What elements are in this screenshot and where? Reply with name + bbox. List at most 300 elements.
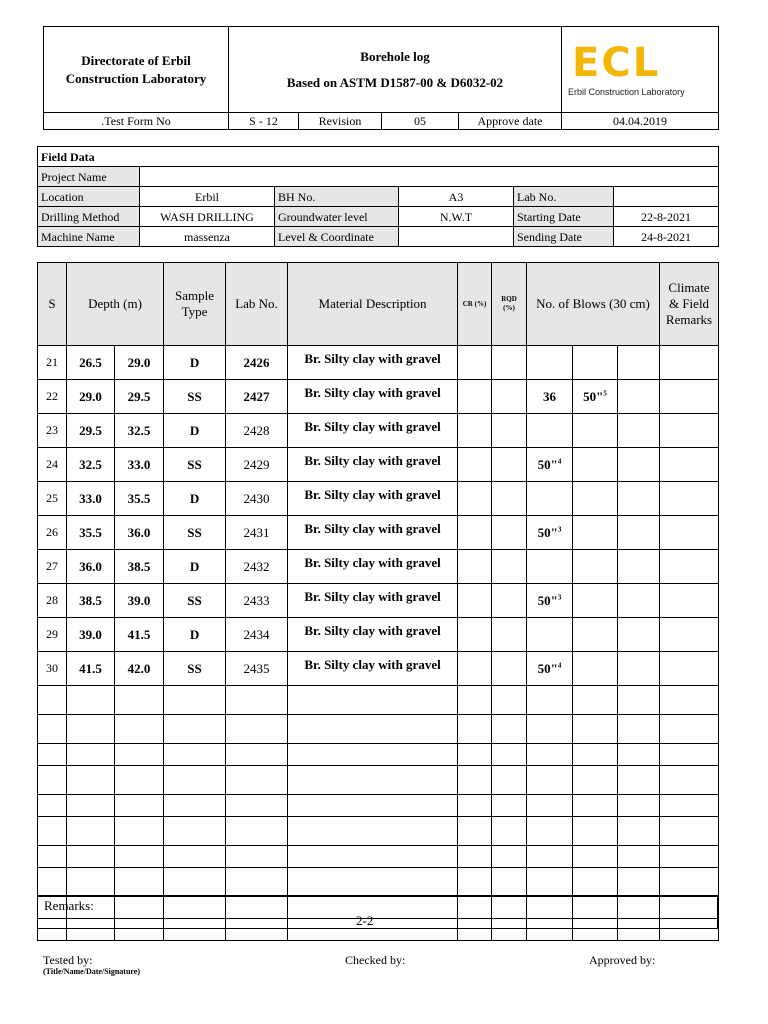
lab-no: 2431 [226,516,288,550]
form-header [43,26,719,130]
depth-to: 36.0 [115,516,164,550]
empty-cell [527,868,573,897]
logo-cell [562,27,719,113]
blows-b2 [573,380,618,414]
empty-cell [38,744,67,766]
blows-b3 [618,516,660,550]
empty-cell [458,686,492,715]
empty-cell [527,817,573,846]
lab-no: 2434 [226,618,288,652]
blows-value: 50" [583,388,604,404]
blows-b2 [573,482,618,516]
empty-cell [618,715,660,744]
empty-cell [226,744,288,766]
field-remark [660,414,719,448]
lab-no: 2428 [226,414,288,448]
blows-sup: 3 [557,593,562,602]
empty-row [38,846,719,868]
empty-cell [288,766,458,795]
blows-b2 [573,618,618,652]
field-remark [660,346,719,380]
blows-b1 [527,652,573,686]
empty-cell [38,766,67,795]
empty-cell [115,846,164,868]
blows-sup: 3 [557,525,562,534]
blows-b3 [618,652,660,686]
drilling-method-label: Drilling Method [38,207,140,227]
approve-date-label: Approve date [459,113,562,130]
empty-cell [288,846,458,868]
empty-cell [573,686,618,715]
org-line-2: Construction Laboratory [65,70,207,86]
col-blows-header: No. of Blows (30 cm) [527,263,660,346]
table-row [38,482,719,516]
sample-type: SS [164,448,226,482]
material-description: Br. Silty clay with gravel [288,414,458,448]
empty-cell [458,715,492,744]
lab-no: 2430 [226,482,288,516]
empty-cell [67,686,115,715]
blows-b1 [527,618,573,652]
depth-from: 38.5 [67,584,115,618]
field-remark [660,516,719,550]
blows-b2 [573,448,618,482]
empty-cell [527,795,573,817]
depth-to: 29.5 [115,380,164,414]
col-rqd-header: RQD (%) [492,263,527,346]
empty-row [38,766,719,795]
standard: Based on ASTM D1587-00 & D6032-02 [286,74,504,90]
empty-cell [288,744,458,766]
table-row [38,516,719,550]
depth-to: 38.5 [115,550,164,584]
cr-value [458,448,492,482]
material-description: Br. Silty clay with gravel [288,448,458,482]
empty-cell [38,795,67,817]
empty-cell [288,817,458,846]
blows-b3 [618,448,660,482]
table-row [38,380,719,414]
form-no-value: S - 12 [229,113,299,130]
blows-value: 50" [537,456,558,472]
empty-row [38,686,719,715]
empty-cell [458,795,492,817]
form-no-label: .Test Form No [44,113,229,130]
row-s: 25 [38,482,67,516]
level-coordinate-value [399,227,514,247]
col-material-header: Material Description [288,263,458,346]
depth-to: 35.5 [115,482,164,516]
depth-from: 32.5 [67,448,115,482]
empty-cell [115,715,164,744]
tested-by-label: Tested by: [43,953,93,967]
blows-sup: 4 [557,661,562,670]
page-number: 2-2 [356,913,374,928]
empty-cell [573,795,618,817]
row-s: 27 [38,550,67,584]
lab-no: 2427 [226,380,288,414]
rqd-value [492,550,527,584]
cr-value [458,584,492,618]
blows-b3 [618,346,660,380]
empty-cell [458,868,492,897]
checked-by-label: Checked by: [345,953,406,967]
empty-cell [288,868,458,897]
empty-cell [618,686,660,715]
log-header-row [38,263,719,346]
empty-cell [527,715,573,744]
remarks-box [37,895,718,929]
blows-b1 [527,414,573,448]
tested-by-note: (Title/Name/Date/Signature) [43,967,141,976]
field-remark [660,618,719,652]
table-row [38,652,719,686]
empty-cell [226,817,288,846]
blows-b1 [527,448,573,482]
depth-from: 29.0 [67,380,115,414]
lab-no: 2433 [226,584,288,618]
groundwater-value: N.W.T [399,207,514,227]
logo-text: Erbil Construction Laboratory [568,86,685,97]
bh-no-value: A3 [399,187,514,207]
col-remarks-header: Climate & Field Remarks [660,263,719,346]
blows-b1 [527,550,573,584]
empty-cell [288,795,458,817]
blows-b2 [573,652,618,686]
blows-b2 [573,550,618,584]
empty-cell [226,846,288,868]
empty-cell [226,795,288,817]
row-s: 30 [38,652,67,686]
revision-value: 05 [382,113,459,130]
col-cr-header: CR (%) [458,263,492,346]
material-description: Br. Silty clay with gravel [288,346,458,380]
project-name-value [140,167,719,187]
empty-cell [660,795,719,817]
depth-to: 39.0 [115,584,164,618]
approve-date-value: 04.04.2019 [562,113,719,130]
field-remark [660,482,719,516]
sample-type: D [164,414,226,448]
table-row [38,550,719,584]
org-line-1: Directorate of Erbil [81,52,191,68]
table-row [38,584,719,618]
revision-label: Revision [299,113,382,130]
blows-b1 [527,346,573,380]
empty-row [38,715,719,744]
groundwater-label: Groundwater level [275,207,399,227]
empty-cell [527,766,573,795]
empty-cell [67,766,115,795]
empty-cell [492,686,527,715]
depth-to: 41.5 [115,618,164,652]
material-description: Br. Silty clay with gravel [288,550,458,584]
rqd-value [492,414,527,448]
empty-row [38,744,719,766]
empty-cell [492,868,527,897]
borehole-log-table [37,262,719,941]
empty-cell [660,744,719,766]
form-meta-row [44,113,719,130]
sample-type: D [164,550,226,584]
material-description: Br. Silty clay with gravel [288,652,458,686]
blows-b3 [618,550,660,584]
empty-cell [492,817,527,846]
depth-from: 36.0 [67,550,115,584]
empty-cell [67,868,115,897]
empty-cell [660,868,719,897]
table-row [38,346,719,380]
empty-cell [164,846,226,868]
project-name-label: Project Name [38,167,140,187]
field-data-title: Field Data [38,147,719,167]
sample-type: D [164,346,226,380]
empty-cell [67,846,115,868]
machine-name-label: Machine Name [38,227,140,247]
depth-to: 42.0 [115,652,164,686]
material-description: Br. Silty clay with gravel [288,618,458,652]
empty-row [38,795,719,817]
blows-b2 [573,516,618,550]
depth-from: 39.0 [67,618,115,652]
blows-sup: 5 [603,389,607,398]
rqd-value [492,618,527,652]
empty-cell [38,686,67,715]
empty-row [38,817,719,846]
empty-cell [573,766,618,795]
blows-b1 [527,516,573,550]
machine-name-value: massenza [140,227,275,247]
table-row [38,414,719,448]
empty-cell [38,846,67,868]
lab-no: 2435 [226,652,288,686]
rqd-value [492,584,527,618]
material-description: Br. Silty clay with gravel [288,584,458,618]
sample-type: D [164,618,226,652]
empty-cell [660,715,719,744]
material-description: Br. Silty clay with gravel [288,380,458,414]
depth-to: 33.0 [115,448,164,482]
col-s-header: S [38,263,67,346]
sample-type: SS [164,652,226,686]
empty-cell [115,686,164,715]
field-remark [660,652,719,686]
blows-b3 [618,584,660,618]
empty-cell [226,766,288,795]
row-s: 29 [38,618,67,652]
ecl-logo [568,40,712,100]
rqd-value [492,346,527,380]
empty-cell [458,846,492,868]
sending-date-value: 24-8-2021 [614,227,719,247]
drilling-method-value: WASH DRILLING [140,207,275,227]
cr-value [458,380,492,414]
empty-cell [164,744,226,766]
empty-cell [115,817,164,846]
empty-cell [67,715,115,744]
document-title [229,27,562,113]
empty-cell [573,817,618,846]
empty-cell [458,817,492,846]
empty-cell [226,868,288,897]
rqd-value [492,516,527,550]
row-s: 24 [38,448,67,482]
empty-cell [164,817,226,846]
location-label: Location [38,187,140,207]
empty-cell [573,715,618,744]
empty-cell [288,686,458,715]
row-s: 21 [38,346,67,380]
empty-cell [573,868,618,897]
blows-b3 [618,414,660,448]
empty-cell [492,795,527,817]
empty-cell [573,744,618,766]
depth-from: 26.5 [67,346,115,380]
empty-cell [618,817,660,846]
lab-no-value [614,187,719,207]
cr-value [458,482,492,516]
col-lab-header: Lab No. [226,263,288,346]
lab-no: 2426 [226,346,288,380]
blows-b3 [618,618,660,652]
blows-value: 50" [537,524,558,540]
depth-to: 29.0 [115,346,164,380]
field-remark [660,448,719,482]
empty-cell [164,715,226,744]
depth-to: 32.5 [115,414,164,448]
cr-value [458,550,492,584]
empty-cell [38,715,67,744]
col-depth-header: Depth (m) [67,263,164,346]
empty-cell [67,817,115,846]
empty-cell [164,686,226,715]
empty-cell [527,846,573,868]
depth-from: 29.5 [67,414,115,448]
empty-cell [660,846,719,868]
field-remark [660,380,719,414]
empty-cell [527,686,573,715]
empty-cell [288,715,458,744]
blows-value: 50" [537,660,558,676]
rqd-value [492,448,527,482]
rqd-value [492,652,527,686]
empty-cell [164,795,226,817]
cr-value [458,414,492,448]
empty-cell [67,795,115,817]
empty-cell [660,817,719,846]
row-s: 23 [38,414,67,448]
cr-value [458,618,492,652]
blows-b1 [527,380,573,414]
empty-cell [164,766,226,795]
empty-cell [492,846,527,868]
bh-no-label: BH No. [275,187,399,207]
title: Borehole log [360,48,430,64]
rqd-value [492,380,527,414]
empty-cell [492,715,527,744]
empty-cell [38,868,67,897]
empty-cell [527,744,573,766]
empty-cell [618,846,660,868]
row-s: 26 [38,516,67,550]
blows-b2 [573,414,618,448]
depth-from: 35.5 [67,516,115,550]
sample-type: SS [164,516,226,550]
empty-cell [115,744,164,766]
empty-cell [618,868,660,897]
blows-value: 50" [537,592,558,608]
depth-from: 41.5 [67,652,115,686]
col-sample-header: Sample Type [164,263,226,346]
location-value: Erbil [140,187,275,207]
blows-sup: 4 [557,457,562,466]
field-remark [660,550,719,584]
blows-b2 [573,584,618,618]
blows-b3 [618,482,660,516]
empty-cell [38,817,67,846]
blows-b2 [573,346,618,380]
empty-cell [573,846,618,868]
cr-value [458,652,492,686]
empty-cell [164,868,226,897]
blows-b1 [527,482,573,516]
row-s: 28 [38,584,67,618]
blows-b3 [618,380,660,414]
field-remark [660,584,719,618]
table-row [38,448,719,482]
table-row [38,618,719,652]
sample-type: SS [164,584,226,618]
rqd-value [492,482,527,516]
empty-cell [492,744,527,766]
empty-cell [115,766,164,795]
sending-date-label: Sending Date [514,227,614,247]
lab-no: 2432 [226,550,288,584]
empty-cell [226,715,288,744]
empty-cell [618,766,660,795]
empty-cell [660,766,719,795]
empty-cell [115,795,164,817]
starting-date-label: Starting Date [514,207,614,227]
blows-value: 36 [543,388,557,404]
empty-cell [618,795,660,817]
sample-type: D [164,482,226,516]
lab-no: 2429 [226,448,288,482]
empty-cell [458,744,492,766]
sample-type: SS [164,380,226,414]
cr-value [458,346,492,380]
level-coordinate-label: Level & Coordinate [275,227,399,247]
empty-cell [226,686,288,715]
logo-letters: ECL [572,39,661,86]
depth-from: 33.0 [67,482,115,516]
empty-cell [458,766,492,795]
field-data-table [37,146,719,247]
starting-date-value: 22-8-2021 [614,207,719,227]
empty-cell [660,686,719,715]
empty-cell [618,744,660,766]
row-s: 22 [38,380,67,414]
lab-no-label: Lab No. [514,187,614,207]
remarks-label: Remarks: [44,898,94,913]
organization-name [44,27,229,113]
empty-row [38,868,719,897]
material-description: Br. Silty clay with gravel [288,516,458,550]
empty-cell [67,744,115,766]
empty-cell [115,868,164,897]
empty-cell [492,766,527,795]
material-description: Br. Silty clay with gravel [288,482,458,516]
